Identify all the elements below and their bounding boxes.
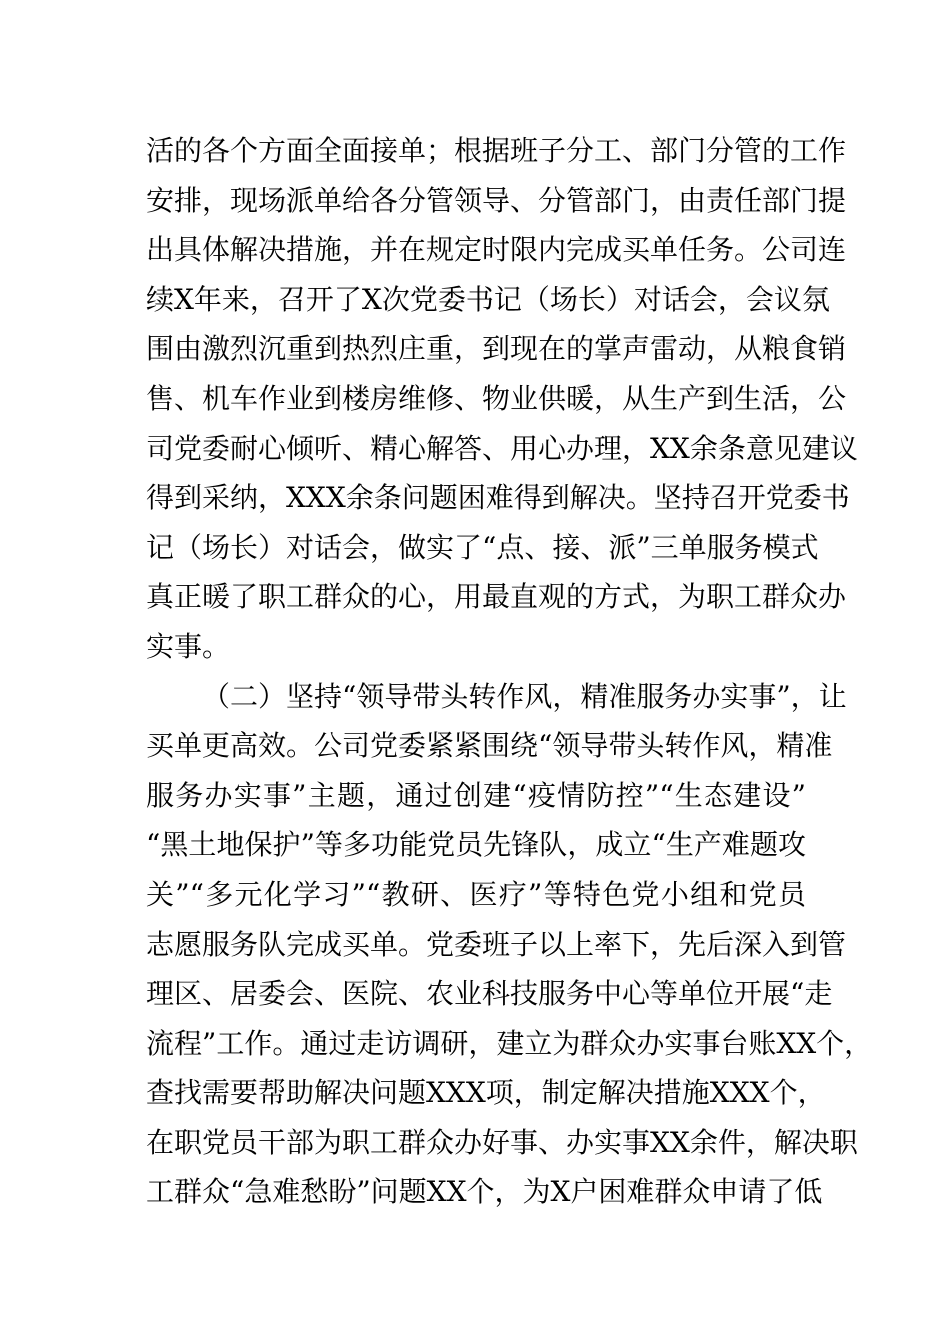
body-text xyxy=(146,126,873,1217)
text-line: 出具体解决措施，并在规定时限内完成买单任务。公司连 xyxy=(146,233,847,267)
text-line: 流程”工作。通过走访调研，建立为群众办实事台账XX个， xyxy=(146,1026,873,1060)
text-line: 真正暖了职工群众的心，用最直观的方式，为职工群众办 xyxy=(146,580,847,614)
text-line: 查找需要帮助解决问题XXX项，制定解决措施XXX个， xyxy=(146,1076,826,1110)
text-line: 服务办实事”主题，通过创建“疫情防控”“生态建设” xyxy=(146,778,806,812)
text-line: 安排，现场派单给各分管领导、分管部门，由责任部门提 xyxy=(146,183,847,217)
text-line: 理区、居委会、医院、农业科技服务中心等单位开展“走 xyxy=(146,977,833,1011)
text-line: 买单更高效。公司党委紧紧围绕“领导带头转作风，精准 xyxy=(146,729,833,763)
text-line: 志愿服务队完成买单。党委班子以上率下，先后深入到管 xyxy=(146,927,847,961)
text-line: “黑土地保护”等多功能党员先锋队，成立“生产难题攻 xyxy=(146,828,806,862)
text-line: 司党委耐心倾听、精心解答、用心办理，XX余条意见建议 xyxy=(146,431,858,465)
text-line: 得到采纳，XXX余条问题困难得到解决。坚持召开党委书 xyxy=(146,481,850,515)
text-line: 在职党员干部为职工群众办好事、办实事XX余件，解决职 xyxy=(146,1125,858,1159)
text-line: 围由激烈沉重到热烈庄重，到现在的掌声雷动，从粮食销 xyxy=(146,332,847,366)
text-line: 工群众“急难愁盼”问题XX个，为X户困难群众申请了低 xyxy=(146,1175,823,1209)
text-line: 活的各个方面全面接单；根据班子分工、部门分管的工作 xyxy=(146,134,847,167)
text-line: 售、机车作业到楼房维修、物业供暖，从生产到生活，公 xyxy=(146,381,847,415)
paragraph-end-line: 实事。 xyxy=(146,629,231,663)
text-line: 关”“多元化学习”“教研、医疗”等特色党小组和党员 xyxy=(146,877,806,911)
text-line: 续X年来，召开了X次党委书记（场长）对话会，会议氛 xyxy=(146,282,830,316)
section-heading-line: （二）坚持“领导带头转作风，精准服务办实事”，让 xyxy=(202,679,847,713)
text-line: 记（场长）对话会，做实了“点、接、派”三单服务模式 xyxy=(146,530,819,564)
